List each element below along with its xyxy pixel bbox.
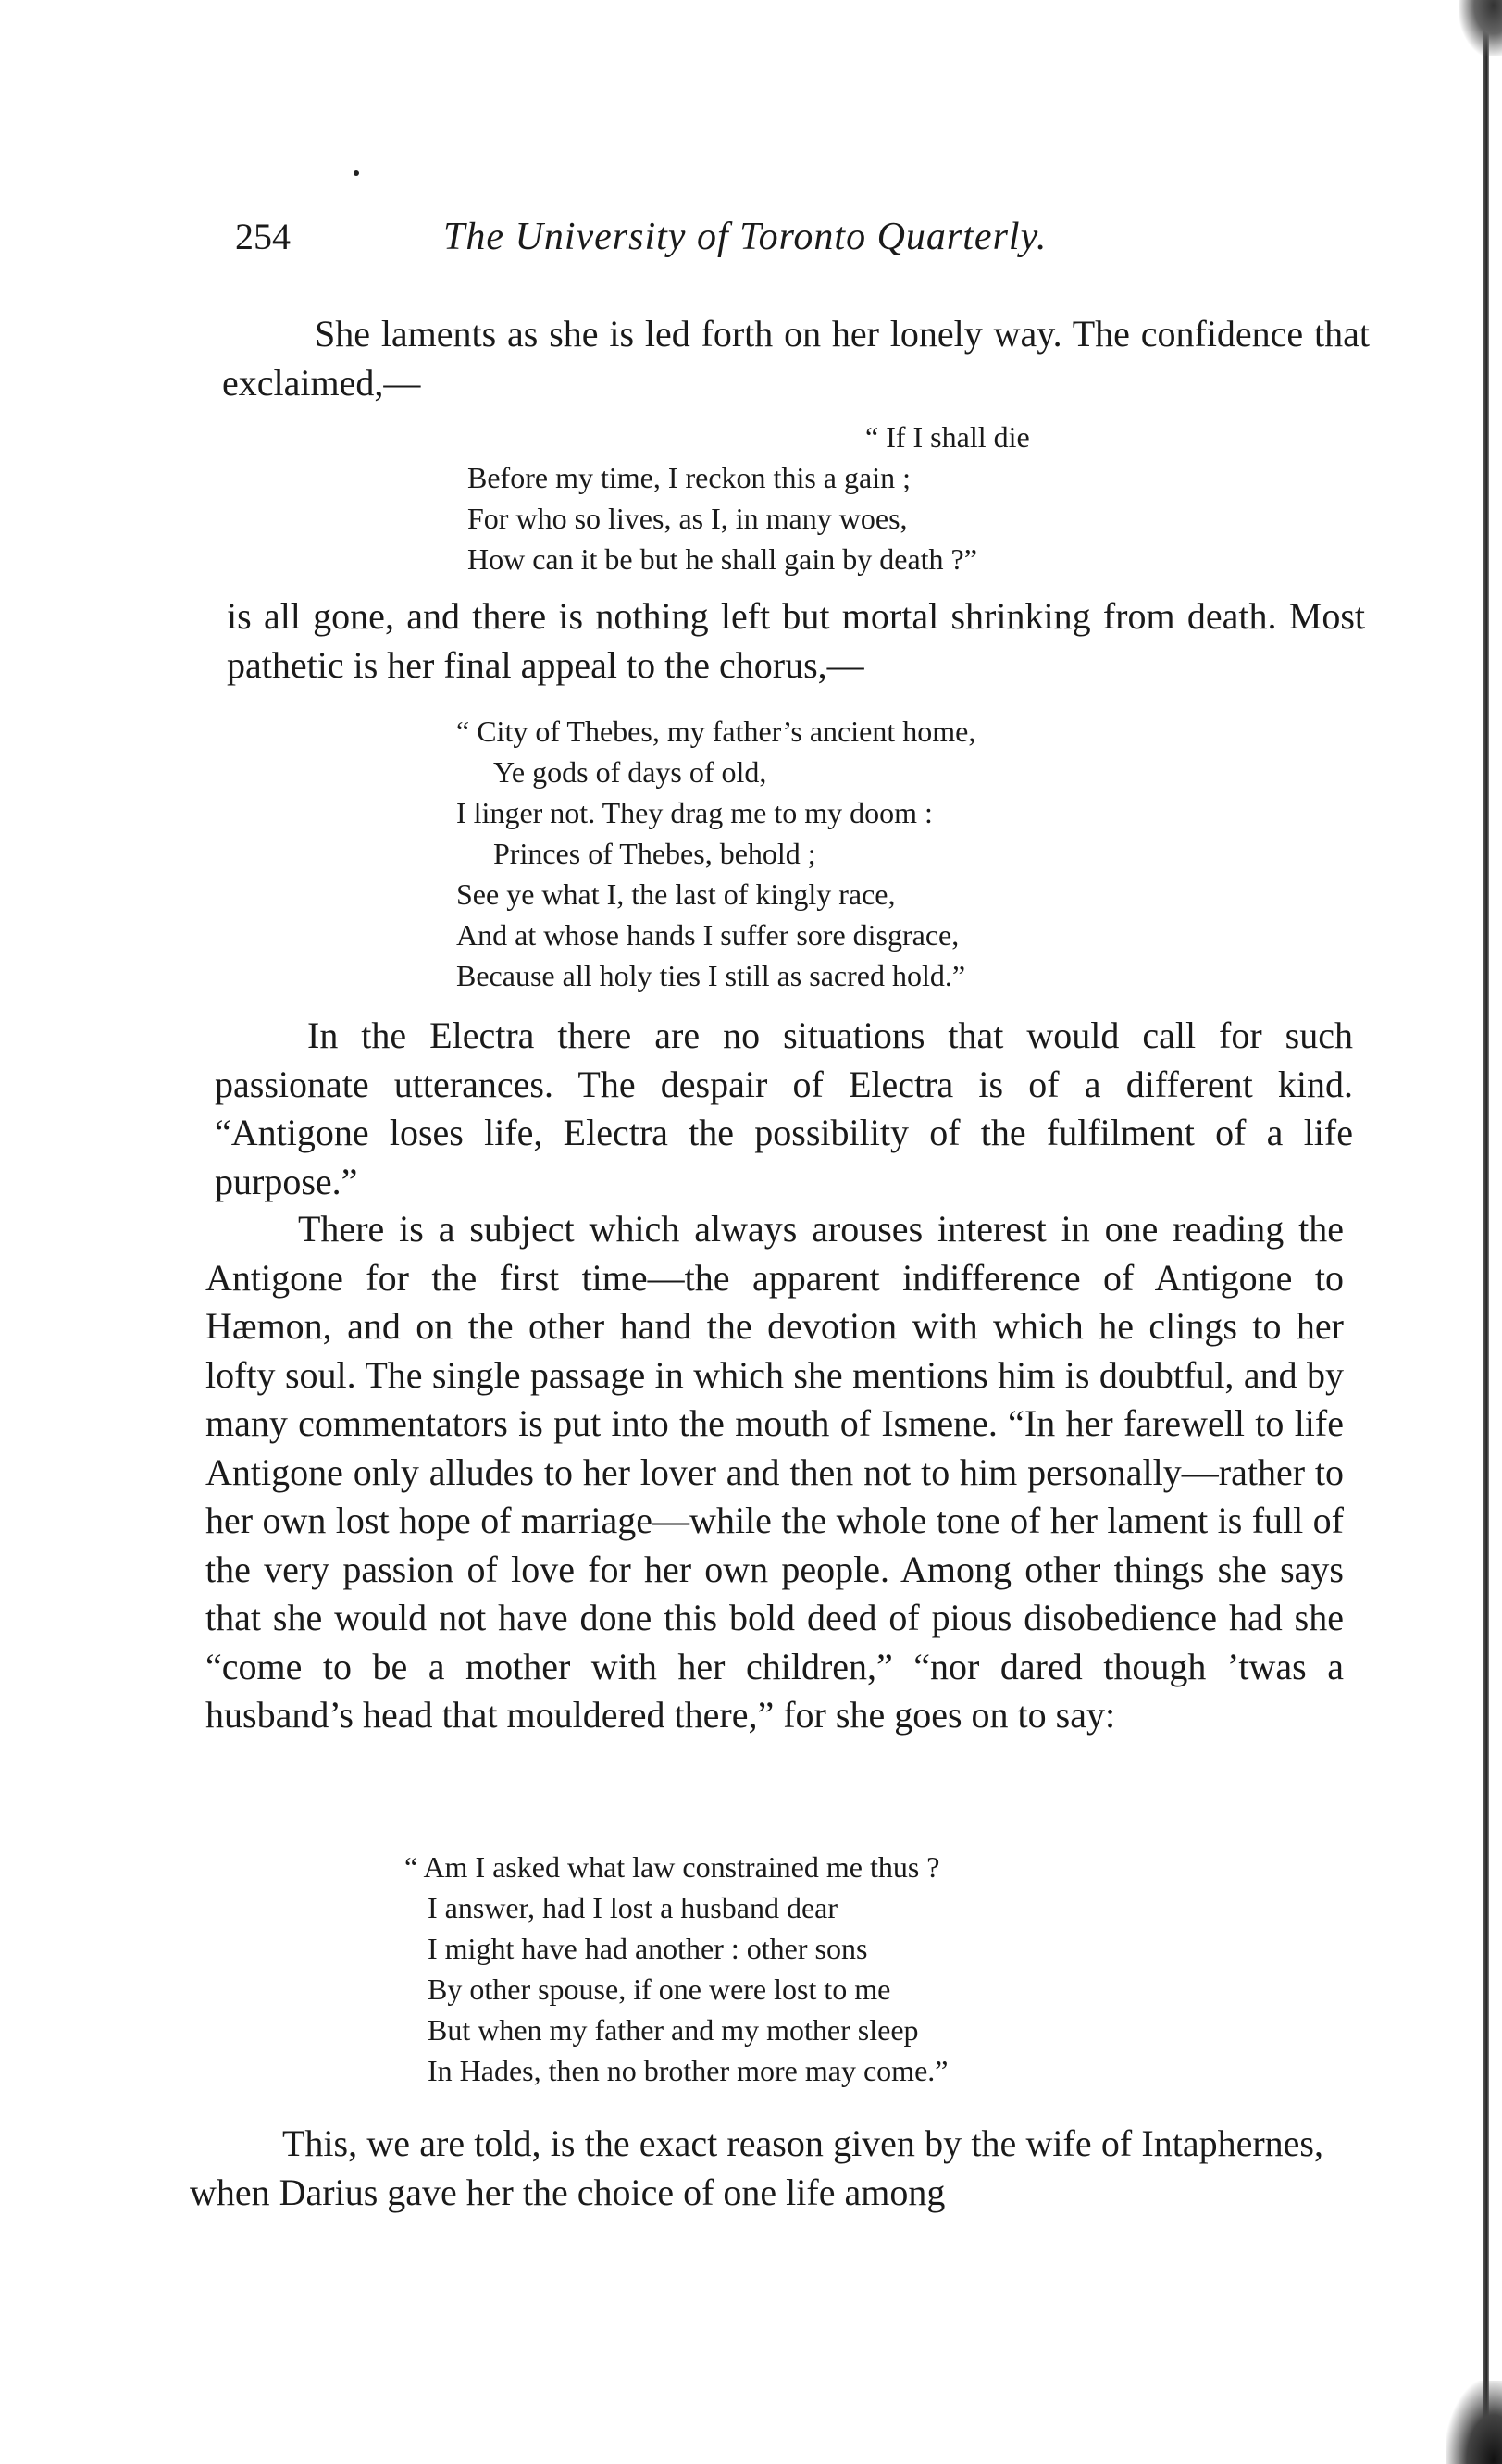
paragraph-3: In the Electra there are no situations that would call for such passionate utterances. The despair of Electra is of a different kind. “Antigone loses life, Electra the possibility of the fulfilment of a life purpose.” [215, 1014, 1353, 1202]
page-binding-edge [1483, 0, 1489, 2464]
verse-line: Because all holy ties I still as sacred hold.” [456, 959, 966, 992]
verse-line: By other spouse, if one were lost to me [428, 1972, 891, 2006]
paragraph-4: There is a subject which always arouses interest in one reading the Antigone for the first time—the apparent indifference of Antigone to Hæmon, and on the other hand the devotion with which he clings to her lofty soul. The single passage in which she mentions him is doubtful, and by many commentators is put into the mouth of Ismene. “In her farewell to life Antigone only alludes to her lover and then not to him personally—rather to her own lost hope of marriage—while the whole tone of her lament is full of the very passion of love for her own people. Among other things she says that she would not have done this bold deed of pious disobedience had she “come to be a mother with her children,” “nor dared though ’twas a husband’s head that mouldered there,” for she goes on to say: [205, 1208, 1344, 1736]
paragraph-1: She laments as she is led forth on her lonely way. The confidence that exclaimed,— [222, 313, 1370, 404]
verse-quote-2 [456, 711, 975, 996]
page-header [235, 215, 1235, 270]
verse-line: How can it be but he shall gain by death ?” [467, 542, 977, 576]
scan-smudge-top [1459, 0, 1502, 56]
verse-line: See ye what I, the last of kingly race, [456, 877, 896, 911]
verse-quote-3 [404, 1847, 948, 2091]
verse-line: Princes of Thebes, behold ; [493, 837, 816, 870]
verse-line: “ Am I asked what law constrained me thus ? [404, 1850, 940, 1884]
verse-line: For who so lives, as I, in many woes, [467, 502, 908, 535]
scan-smudge-bottom [1446, 2381, 1502, 2464]
verse-quote-1 [467, 417, 1030, 579]
running-title: The University of Toronto Quarterly. [443, 216, 1048, 258]
paragraph-2: is all gone, and there is nothing left but mortal shrinking from death. Most pathetic is her final appeal to the chorus,— [227, 595, 1365, 686]
verse-line: In Hades, then no brother more may come.” [428, 2054, 949, 2087]
verse-line: Ye gods of days of old, [493, 755, 767, 789]
verse-line: “ City of Thebes, my father’s ancient home, [456, 715, 976, 748]
verse-line: And at whose hands I suffer sore disgrace, [456, 918, 960, 952]
ink-speck [354, 170, 359, 176]
verse-line: I linger not. They drag me to my doom : [456, 796, 933, 829]
verse-line: Before my time, I reckon this a gain ; [467, 461, 911, 494]
verse-line: I might have had another : other sons [428, 1932, 868, 1965]
verse-line: But when my father and my mother sleep [428, 2013, 919, 2047]
paragraph-5: This, we are told, is the exact reason given by the wife of Intaphernes, when Darius gave her the choice of one life among [190, 2122, 1323, 2213]
page-number: 254 [235, 216, 291, 257]
verse-line: I answer, had I lost a husband dear [428, 1891, 838, 1924]
verse-line: “ If I shall die [865, 420, 1030, 454]
